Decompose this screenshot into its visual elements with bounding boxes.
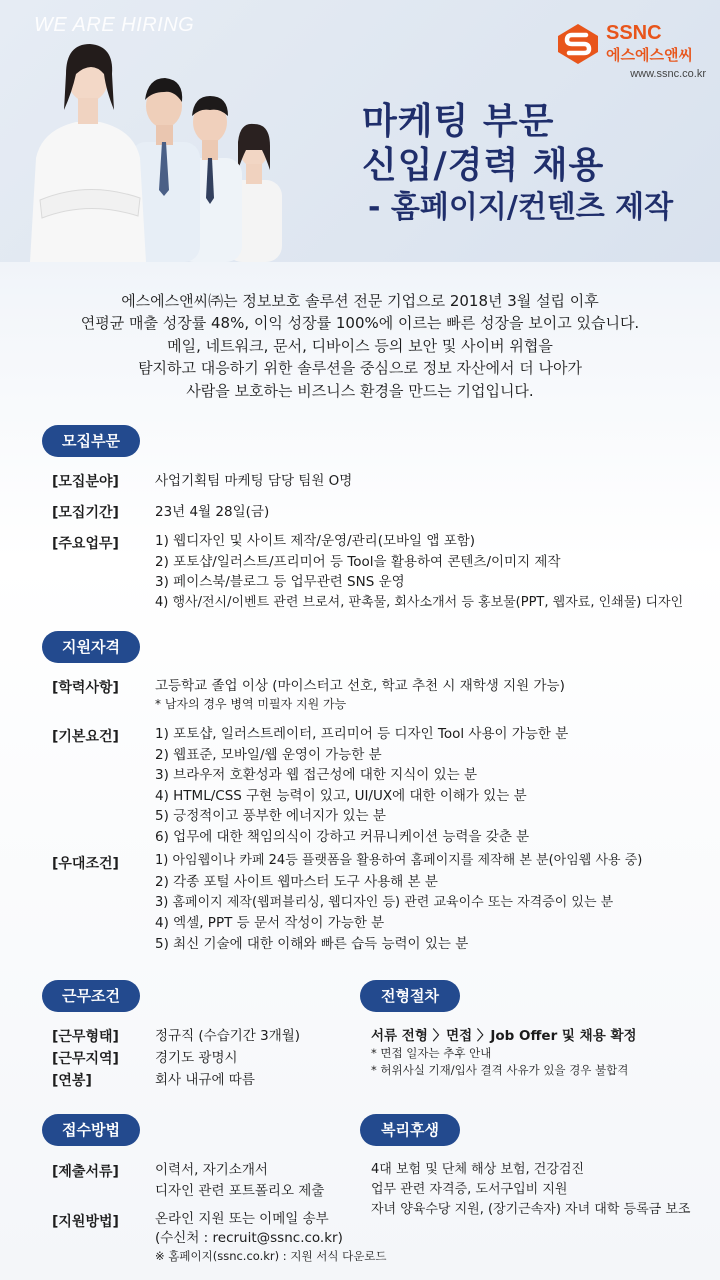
apply-method-list bbox=[155, 1210, 387, 1265]
logo-korean-name: 에스에스앤씨 bbox=[606, 46, 693, 64]
list-item: 2) 각종 포털 사이트 웹마스터 도구 사용해 본 분 bbox=[155, 873, 438, 890]
list-item: 2) 포토샵/일러스트/프리미어 등 Tool을 활용하여 콘텐츠/이미지 제작 bbox=[155, 553, 561, 570]
conditions-region-value: 경기도 광명시 bbox=[155, 1050, 238, 1066]
intro-line: 탐지하고 대응하기 위한 솔루션을 중심으로 정보 자산에서 더 나아가 bbox=[138, 359, 582, 378]
list-item: 1) 아임웹이나 카페 24등 플랫폼을 활용하여 홈페이지를 제작해 본 분(아임웹 사용 중) bbox=[155, 853, 643, 868]
recruit-field-label: [모집분야] bbox=[52, 474, 119, 490]
team-photo-illustration bbox=[30, 30, 300, 262]
apply-docs-label: [제출서류] bbox=[52, 1164, 119, 1180]
recruit-period-value: 23년 4월 28일(금) bbox=[155, 504, 270, 520]
list-item: 1) 포토샵, 일러스트레이터, 프리미어 등 디자인 Tool 사용이 가능한 분 bbox=[155, 726, 569, 742]
qualification-edu-label: [학력사항] bbox=[52, 680, 119, 696]
list-item: 고등학교 졸업 이상 (마이스터고 선호, 학교 추천 시 재학생 지원 가능) bbox=[155, 678, 565, 694]
job-title bbox=[362, 100, 673, 228]
process-steps: 서류 전형 〉면접 〉Job Offer 및 채용 확정 bbox=[371, 1028, 637, 1044]
conditions-type-value: 정규직 (수습기간 3개월) bbox=[155, 1028, 301, 1044]
list-item: 자녀 양육수당 지원, (장기근속자) 자녀 대학 등록금 보조 bbox=[371, 1202, 691, 1217]
intro-line: 메일, 네트워크, 문서, 디바이스 등의 보안 및 사이버 위협을 bbox=[167, 336, 553, 355]
company-logo bbox=[556, 22, 706, 82]
list-item: 3) 브라우저 호환성과 웹 접근성에 대한 지식이 있는 분 bbox=[155, 767, 478, 784]
intro-line: 사람을 보호하는 비즈니스 환경을 만드는 기업입니다. bbox=[186, 381, 534, 400]
logo-name: SSNC bbox=[606, 22, 662, 44]
intro-line: 에스에스앤씨㈜는 정보보호 솔루션 전문 기업으로 2018년 3월 설립 이후 bbox=[121, 292, 599, 310]
company-intro bbox=[0, 290, 720, 402]
list-item: 1) 웹디자인 및 사이트 제작/운영/관리(모바일 앱 포함) bbox=[155, 533, 476, 549]
list-item: 4) 엑셀, PPT 등 문서 작성이 가능한 분 bbox=[155, 915, 385, 932]
title-line-2: 신입/경력 채용 bbox=[362, 145, 605, 186]
recruit-duties-label: [주요업무] bbox=[52, 536, 119, 552]
recruit-duties-list bbox=[155, 531, 683, 613]
list-item: 디자인 관련 포트폴리오 제출 bbox=[155, 1183, 325, 1199]
list-item-note: * 면접 일자는 추후 안내 bbox=[371, 1046, 492, 1060]
list-item: 온라인 지원 또는 이메일 송부 bbox=[155, 1211, 329, 1227]
list-item: 4) HTML/CSS 구현 능력이 있고, UI/UX에 대한 이해가 있는 분 bbox=[155, 787, 527, 804]
hero-banner bbox=[0, 0, 720, 262]
intro-line: 연평균 매출 성장률 48%, 이익 성장률 100%에 이르는 빠른 성장을 보이고 있습니다. bbox=[80, 314, 640, 333]
recruit-period-label: [모집기간] bbox=[52, 505, 119, 521]
list-item: 6) 업무에 대한 책임의식이 강하고 커뮤니케이션 능력을 갖춘 분 bbox=[155, 828, 530, 845]
conditions-region-label: [근무지역] bbox=[52, 1051, 119, 1067]
list-item: 4) 행사/전시/이벤트 관련 브로셔, 판촉물, 회사소개서 등 홍보물(PPT, 웹자료, 인쇄물) 디자인 bbox=[155, 594, 684, 610]
list-item: 업무 관련 자격증, 도서구입비 지원 bbox=[371, 1182, 568, 1197]
qualification-basic-list bbox=[155, 724, 568, 848]
conditions-salary-label: [연봉] bbox=[52, 1073, 92, 1089]
recruit-email[interactable]: (수신처 : recruit@ssnc.co.kr) bbox=[155, 1230, 343, 1246]
list-item-note: * 허위사실 기재/입사 결격 사유가 있을 경우 불합격 bbox=[371, 1063, 629, 1077]
list-item: 3) 홈페이지 제작(웹퍼블리싱, 웹디자인 등) 관련 교육이수 또는 자격증이 있는 분 bbox=[155, 894, 614, 910]
list-item: 5) 긍정적이고 풍부한 에너지가 있는 분 bbox=[155, 808, 386, 825]
qualification-pref-label: [우대조건] bbox=[52, 856, 119, 872]
qualification-pref-list bbox=[155, 851, 642, 955]
qualification-edu-list bbox=[155, 676, 565, 713]
process-notes bbox=[371, 1045, 628, 1079]
list-item: 5) 최신 기술에 대한 이해와 빠른 습득 능력이 있는 분 bbox=[155, 936, 469, 953]
list-item-note: * 남자의 경우 병역 미필자 지원 가능 bbox=[155, 697, 347, 711]
section-heading-apply: 접수방법 bbox=[42, 1114, 140, 1146]
list-item: 2) 웹표준, 모바일/웹 운영이 가능한 분 bbox=[155, 746, 382, 763]
apply-docs-list bbox=[155, 1160, 324, 1202]
qualification-basic-label: [기본요건] bbox=[52, 729, 119, 745]
title-line-3: - 홈페이지/컨텐츠 제작 bbox=[368, 190, 674, 225]
apply-method-label: [지원방법] bbox=[52, 1214, 119, 1230]
conditions-salary-value: 회사 내규에 따름 bbox=[155, 1072, 255, 1088]
section-heading-qualification: 지원자격 bbox=[42, 631, 140, 663]
list-item: 이력서, 자기소개서 bbox=[155, 1162, 268, 1178]
section-heading-conditions: 근무조건 bbox=[42, 980, 140, 1012]
list-item: 4대 보험 및 단체 해상 보험, 건강검진 bbox=[371, 1162, 585, 1177]
company-url[interactable]: www.ssnc.co.kr bbox=[630, 68, 706, 80]
section-heading-benefits: 복리후생 bbox=[360, 1114, 460, 1146]
benefits-list bbox=[371, 1160, 690, 1220]
section-heading-recruit: 모집부문 bbox=[42, 425, 140, 457]
section-heading-process: 전형절차 bbox=[360, 980, 460, 1012]
recruit-field-value: 사업기획팀 마케팅 담당 팀원 O명 bbox=[155, 473, 353, 489]
conditions-type-label: [근무형태] bbox=[52, 1029, 119, 1045]
hiring-tagline: WE ARE HIRING bbox=[34, 14, 195, 36]
ssnc-logo-icon bbox=[556, 22, 600, 66]
list-item: 3) 페이스북/블로그 등 업무관련 SNS 운영 bbox=[155, 574, 405, 590]
team-photo bbox=[30, 30, 300, 262]
list-item-note: ※ 홈페이지(ssnc.co.kr) : 지원 서식 다운로드 bbox=[155, 1249, 387, 1263]
title-line-1: 마케팅 부문 bbox=[362, 101, 555, 142]
